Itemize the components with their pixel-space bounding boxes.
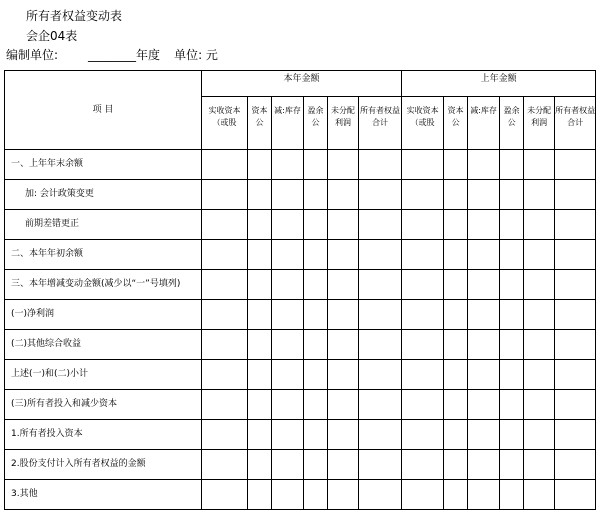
amount-cell[interactable] (304, 240, 328, 270)
amount-cell[interactable] (468, 240, 500, 270)
amount-cell[interactable] (444, 150, 468, 180)
amount-cell[interactable] (555, 270, 596, 300)
table-row (5, 180, 596, 210)
amount-cell[interactable] (555, 330, 596, 360)
col-treasury-stock-prior: 减:库存 (468, 97, 500, 150)
amount-cell[interactable] (304, 330, 328, 360)
amount-cell[interactable] (304, 300, 328, 330)
currency-unit-label: 单位: 元 (174, 48, 218, 62)
amount-cell[interactable] (444, 330, 468, 360)
amount-cell[interactable] (328, 450, 359, 480)
amount-cell[interactable] (359, 150, 402, 180)
amount-cell[interactable] (359, 300, 402, 330)
amount-cell[interactable] (304, 450, 328, 480)
amount-cell[interactable] (202, 210, 248, 240)
amount-cell[interactable] (202, 300, 248, 330)
amount-cell[interactable] (272, 150, 304, 180)
amount-cell[interactable] (444, 270, 468, 300)
amount-cell[interactable] (468, 150, 500, 180)
amount-cell[interactable] (500, 420, 524, 450)
row-label: 加: 会计政策变更 (5, 180, 202, 210)
amount-cell[interactable] (524, 330, 555, 360)
amount-cell[interactable] (248, 330, 272, 360)
amount-cell[interactable] (202, 360, 248, 390)
amount-cell[interactable] (248, 480, 272, 510)
row-label: 3.其他 (5, 480, 202, 510)
table-row (5, 360, 596, 390)
amount-cell[interactable] (468, 390, 500, 420)
amount-cell[interactable] (524, 150, 555, 180)
prior-year-header: 上年金额 (402, 71, 596, 97)
amount-cell[interactable] (500, 390, 524, 420)
row-label: 上述(一)和(二)小计 (5, 360, 202, 390)
amount-cell[interactable] (202, 180, 248, 210)
amount-cell[interactable] (359, 360, 402, 390)
amount-cell[interactable] (444, 180, 468, 210)
amount-cell[interactable] (248, 300, 272, 330)
amount-cell[interactable] (500, 180, 524, 210)
statement-title: 所有者权益变动表 (26, 9, 123, 23)
table-row (5, 150, 596, 180)
table-row (5, 390, 596, 420)
amount-cell[interactable] (328, 390, 359, 420)
amount-cell[interactable] (359, 330, 402, 360)
row-label: 一、上年年末余额 (5, 150, 202, 180)
amount-cell[interactable] (359, 180, 402, 210)
amount-cell[interactable] (444, 420, 468, 450)
equity-statement-table (4, 70, 596, 510)
col-capital-reserve-prior: 资本公 (444, 97, 468, 150)
amount-cell[interactable] (304, 270, 328, 300)
amount-cell[interactable] (555, 300, 596, 330)
row-label: 前期差错更正 (5, 210, 202, 240)
amount-cell[interactable] (444, 360, 468, 390)
amount-cell[interactable] (248, 240, 272, 270)
unit-line (6, 47, 218, 63)
amount-cell[interactable] (272, 240, 304, 270)
amount-cell[interactable] (500, 480, 524, 510)
amount-cell[interactable] (500, 150, 524, 180)
amount-cell[interactable] (468, 420, 500, 450)
amount-cell[interactable] (328, 480, 359, 510)
amount-cell[interactable] (272, 480, 304, 510)
amount-cell[interactable] (304, 420, 328, 450)
table-body (5, 150, 596, 510)
table-row (5, 450, 596, 480)
amount-cell[interactable] (402, 390, 444, 420)
amount-cell[interactable] (500, 240, 524, 270)
col-capital-reserve-current: 资本公 (248, 97, 272, 150)
item-header: 项 目 (5, 71, 202, 150)
amount-cell[interactable] (500, 210, 524, 240)
amount-cell[interactable] (328, 330, 359, 360)
form-code: 会企04表 (26, 29, 78, 43)
amount-cell[interactable] (359, 240, 402, 270)
amount-cell[interactable] (248, 420, 272, 450)
amount-cell[interactable] (555, 450, 596, 480)
table-row (5, 300, 596, 330)
reporting-entity-label: 编制单位: (6, 48, 59, 62)
col-total-equity-current: 所有者权益合计 (359, 97, 402, 150)
table-row (5, 420, 596, 450)
amount-cell[interactable] (272, 210, 304, 240)
amount-cell[interactable] (359, 420, 402, 450)
amount-cell[interactable] (202, 390, 248, 420)
amount-cell[interactable] (304, 390, 328, 420)
amount-cell[interactable] (328, 240, 359, 270)
amount-cell[interactable] (524, 300, 555, 330)
amount-cell[interactable] (468, 360, 500, 390)
row-label: 三、本年增减变动金额(减少以“一”号填列) (5, 270, 202, 300)
col-treasury-stock-current: 减:库存 (272, 97, 304, 150)
amount-cell[interactable] (248, 450, 272, 480)
amount-cell[interactable] (304, 150, 328, 180)
amount-cell[interactable] (202, 480, 248, 510)
amount-cell[interactable] (202, 150, 248, 180)
amount-cell[interactable] (524, 480, 555, 510)
amount-cell[interactable] (555, 180, 596, 210)
amount-cell[interactable] (468, 450, 500, 480)
amount-cell[interactable] (524, 360, 555, 390)
col-paid-in-capital-prior: 实收资本（或股 (402, 97, 444, 150)
amount-cell[interactable] (272, 420, 304, 450)
amount-cell[interactable] (555, 480, 596, 510)
table-row (5, 210, 596, 240)
amount-cell[interactable] (555, 360, 596, 390)
amount-cell[interactable] (468, 270, 500, 300)
amount-cell[interactable] (202, 450, 248, 480)
amount-cell[interactable] (444, 240, 468, 270)
amount-cell[interactable] (402, 270, 444, 300)
amount-cell[interactable] (272, 270, 304, 300)
amount-cell[interactable] (202, 270, 248, 300)
col-retained-earnings-prior: 未分配利润 (524, 97, 555, 150)
amount-cell[interactable] (468, 480, 500, 510)
amount-cell[interactable] (524, 270, 555, 300)
amount-cell[interactable] (328, 420, 359, 450)
amount-cell[interactable] (272, 360, 304, 390)
amount-cell[interactable] (524, 240, 555, 270)
table-row (5, 240, 596, 270)
amount-cell[interactable] (402, 210, 444, 240)
amount-cell[interactable] (555, 150, 596, 180)
amount-cell[interactable] (272, 390, 304, 420)
row-label: (二)其他综合收益 (5, 330, 202, 360)
amount-cell[interactable] (328, 180, 359, 210)
amount-cell[interactable] (304, 210, 328, 240)
amount-cell[interactable] (272, 300, 304, 330)
amount-cell[interactable] (328, 270, 359, 300)
row-label: 1.所有者投入资本 (5, 420, 202, 450)
amount-cell[interactable] (328, 150, 359, 180)
amount-cell[interactable] (500, 270, 524, 300)
amount-cell[interactable] (444, 300, 468, 330)
amount-cell[interactable] (402, 330, 444, 360)
amount-cell[interactable] (524, 180, 555, 210)
table-row (5, 330, 596, 360)
amount-cell[interactable] (402, 360, 444, 390)
amount-cell[interactable] (555, 390, 596, 420)
amount-cell[interactable] (524, 210, 555, 240)
col-total-equity-prior: 所有者权益合计 (555, 97, 596, 150)
amount-cell[interactable] (272, 330, 304, 360)
amount-cell[interactable] (248, 210, 272, 240)
col-surplus-reserve-current: 盈余公 (304, 97, 328, 150)
amount-cell[interactable] (272, 180, 304, 210)
amount-cell[interactable] (359, 480, 402, 510)
table-row (5, 270, 596, 300)
amount-cell[interactable] (500, 450, 524, 480)
amount-cell[interactable] (444, 450, 468, 480)
header-row-groups (5, 71, 596, 97)
amount-cell[interactable] (402, 480, 444, 510)
amount-cell[interactable] (359, 390, 402, 420)
amount-cell[interactable] (248, 360, 272, 390)
amount-cell[interactable] (304, 180, 328, 210)
amount-cell[interactable] (500, 300, 524, 330)
col-paid-in-capital-current: 实收资本（或股 (202, 97, 248, 150)
amount-cell[interactable] (555, 240, 596, 270)
amount-cell[interactable] (524, 450, 555, 480)
row-label: (一)净利润 (5, 300, 202, 330)
amount-cell[interactable] (202, 420, 248, 450)
amount-cell[interactable] (444, 210, 468, 240)
amount-cell[interactable] (402, 240, 444, 270)
amount-cell[interactable] (272, 450, 304, 480)
amount-cell[interactable] (500, 330, 524, 360)
amount-cell[interactable] (328, 360, 359, 390)
row-label: (三)所有者投入和减少资本 (5, 390, 202, 420)
row-label: 二、本年年初余额 (5, 240, 202, 270)
amount-cell[interactable] (202, 330, 248, 360)
amount-cell[interactable] (444, 480, 468, 510)
amount-cell[interactable] (468, 300, 500, 330)
amount-cell[interactable] (402, 150, 444, 180)
amount-cell[interactable] (402, 420, 444, 450)
table-row (5, 480, 596, 510)
amount-cell[interactable] (304, 480, 328, 510)
amount-cell[interactable] (359, 450, 402, 480)
col-retained-earnings-current: 未分配利润 (328, 97, 359, 150)
amount-cell[interactable] (555, 420, 596, 450)
amount-cell[interactable] (248, 270, 272, 300)
amount-cell[interactable] (359, 210, 402, 240)
amount-cell[interactable] (444, 390, 468, 420)
amount-cell[interactable] (468, 180, 500, 210)
amount-cell[interactable] (524, 390, 555, 420)
amount-cell[interactable] (359, 270, 402, 300)
amount-cell[interactable] (555, 210, 596, 240)
current-year-header: 本年金额 (202, 71, 402, 97)
amount-cell[interactable] (328, 300, 359, 330)
amount-cell[interactable] (468, 210, 500, 240)
amount-cell[interactable] (402, 300, 444, 330)
amount-cell[interactable] (304, 360, 328, 390)
amount-cell[interactable] (402, 450, 444, 480)
amount-cell[interactable] (500, 360, 524, 390)
year-field: ________年度 (88, 48, 161, 62)
row-label: 2.股份支付计入所有者权益的金额 (5, 450, 202, 480)
amount-cell[interactable] (202, 240, 248, 270)
col-surplus-reserve-prior: 盈余公 (500, 97, 524, 150)
amount-cell[interactable] (328, 210, 359, 240)
amount-cell[interactable] (248, 390, 272, 420)
amount-cell[interactable] (248, 180, 272, 210)
amount-cell[interactable] (524, 420, 555, 450)
amount-cell[interactable] (248, 150, 272, 180)
amount-cell[interactable] (468, 330, 500, 360)
amount-cell[interactable] (402, 180, 444, 210)
